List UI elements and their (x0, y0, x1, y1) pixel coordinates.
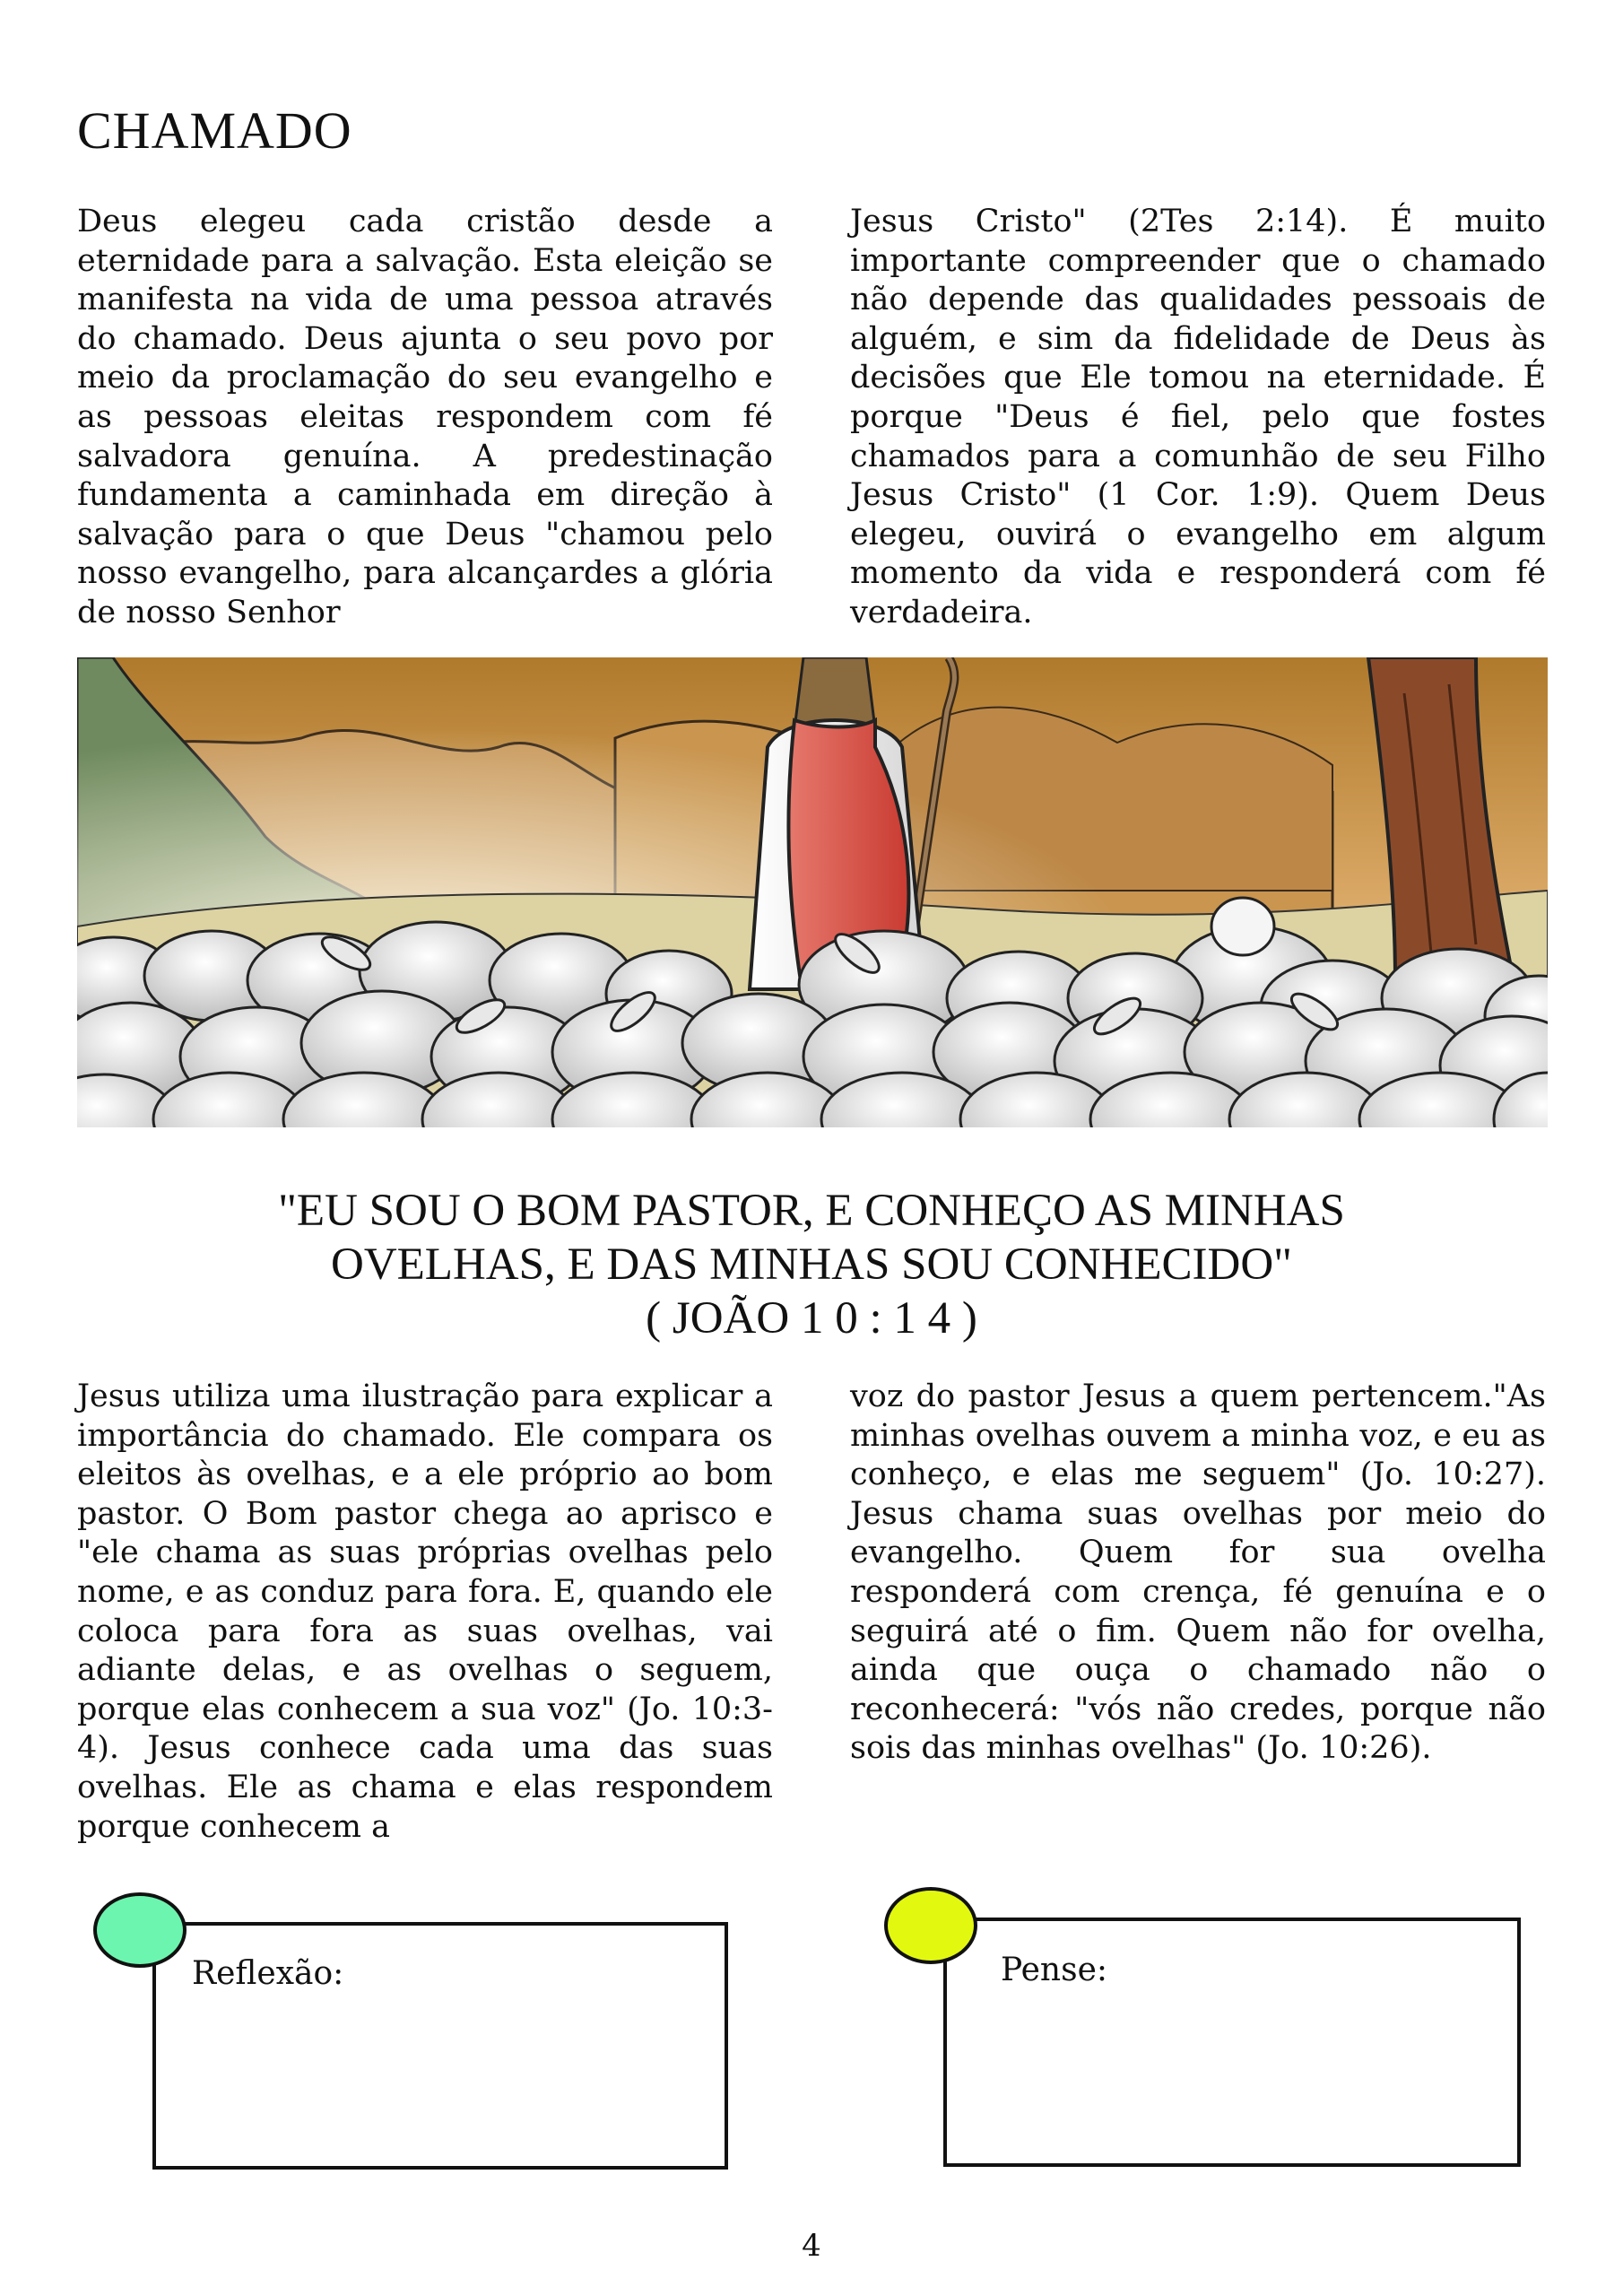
intro-column-right (850, 203, 1546, 633)
think-label: Pense: (1001, 1952, 1108, 1988)
page-number: 4 (802, 2228, 821, 2264)
quote-reference: ( JOÃO 1 0 : 1 4 ) (646, 1293, 977, 1344)
shepherd-illustration (77, 657, 1548, 1127)
reflection-label: Reflexão: (192, 1955, 344, 1992)
bible-quote (0, 1184, 1623, 1345)
reflection-dot (93, 1892, 187, 1968)
quote-line-1: "EU SOU O BOM PASTOR, E CONHEÇO AS MINHAS (278, 1186, 1345, 1236)
intro-paragraph-2: Jesus Cristo" (2Tes 2:14). É muito importante compreender que o chamado não depende das qualidades pessoais de alguém, e sim da fidelidade de Deus às decisões que Ele tomou na eternidade. É porque "Deus é fiel, pelo que fostes chamados para a comunhão de seu Filho Jesus Cristo" (1 Cor. 1:9). Quem Deus elegeu, ouvirá o evangelho em algum momento da vida e responderá com fé verdadeira. (850, 204, 1546, 631)
body-paragraph-2: voz do pastor Jesus a quem pertencem."As minhas ovelhas ouvem a minha voz, e eu as conheço, e elas me seguem" (Jo. 10:27). Jesus chama suas ovelhas por meio do evangelho. Quem for sua ovelha responderá com crença, fé genuína e o seguirá até o fim. Quem não for ovelha, ainda que ouça o chamado não o reconhecerá: "vós não credes, porque não sois das minhas ovelhas" (Jo. 10:26). (850, 1378, 1546, 1767)
body-column-left (77, 1378, 773, 1847)
intro-column-left (77, 203, 773, 633)
think-dot (884, 1887, 977, 1964)
body-column-right (850, 1378, 1546, 1769)
intro-paragraph-1: Deus elegeu cada cristão desde a eternidade para a salvação. Esta eleição se manifesta na vida de uma pessoa através do chamado. Deus ajunta o seu povo por meio da proclamação do seu evangelho e as pessoas eleitas respondem com fé salvadora genuína. A predestinação fundamenta a caminhada em direção à salvação para o que Deus "chamou pelo nosso evangelho, para alcançardes a glória de nosso Senhor (77, 204, 773, 631)
page-title: CHAMADO (77, 101, 352, 160)
body-paragraph-1: Jesus utiliza uma ilustração para explicar a importância do chamado. Ele compara os eleitos às ovelhas, e a ele próprio ao bom pastor. O Bom pastor chega ao aprisco e "ele chama as suas próprias ovelhas pelo nome, e as conduz para fora. E, quando ele coloca para fora as suas ovelhas, vai adiante delas, e as ovelhas o seguem, porque elas conhecem a sua voz" (Jo. 10:3-4). Jesus conhece cada uma das suas ovelhas. Ele as chama e elas respondem porque conhecem a (77, 1378, 773, 1845)
quote-line-2: OVELHAS, E DAS MINHAS SOU CONHECIDO" (330, 1239, 1293, 1290)
